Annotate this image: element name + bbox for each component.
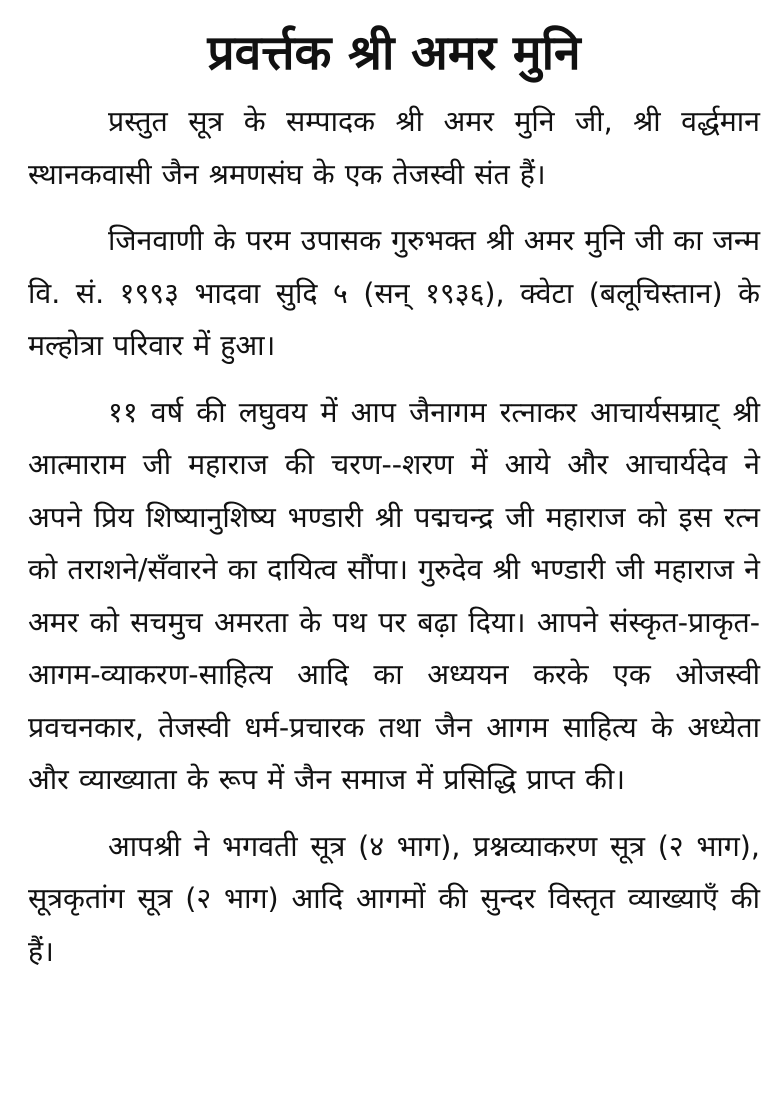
paragraph-birth: जिनवाणी के परम उपासक गुरुभक्त श्री अमर मुनि जी का जन्म वि. सं. १९९३ भादवा सुदि ५ (सन् १९३६), क्वेटा (बलूचिस्तान) के मल्होत्रा परिवार में हुआ।	[28, 224, 760, 362]
page-title: प्रवर्त्तक श्री अमर मुनि	[207, 25, 581, 81]
paragraph-intro: प्रस्तुत सूत्र के सम्पादक श्री अमर मुनि जी, श्री वर्द्धमान स्थानकवासी जैन श्रमणसंघ के एक तेजस्वी संत हैं।	[28, 105, 760, 191]
paragraph-education: ११ वर्ष की लघुवय में आप जैनागम रत्नाकर आचार्यसम्राट् श्री आत्माराम जी महाराज की चरण--शरण में आये और आचार्यदेव ने अपने प्रिय शिष्यानुशिष्य भण्डारी श्री पद्मचन्द्र जी महाराज को इस रत्न को तराशने/सँवारने का दायित्व सौंपा। गुरुदेव श्री भण्डारी जी महाराज ने अमर को सचमुच अमरता के पथ पर बढ़ा दिया। आपने संस्कृत-प्राकृत-आगम-व्याकरण-साहित्य आदि का अध्ययन करके एक ओजस्वी प्रवचनकार, तेजस्वी धर्म-प्रचारक तथा जैन आगम साहित्य के अध्येता और व्याख्याता के रूप में जैन समाज में प्रसिद्धि प्राप्त की।	[28, 395, 760, 796]
paragraph-works: आपश्री ने भगवती सूत्र (४ भाग), प्रश्नव्याकरण सूत्र (२ भाग), सूत्रकृतांग सूत्र (२ भाग) आदि आगमों की सुन्दर विस्तृत व्याख्याएँ की हैं।	[28, 829, 760, 968]
